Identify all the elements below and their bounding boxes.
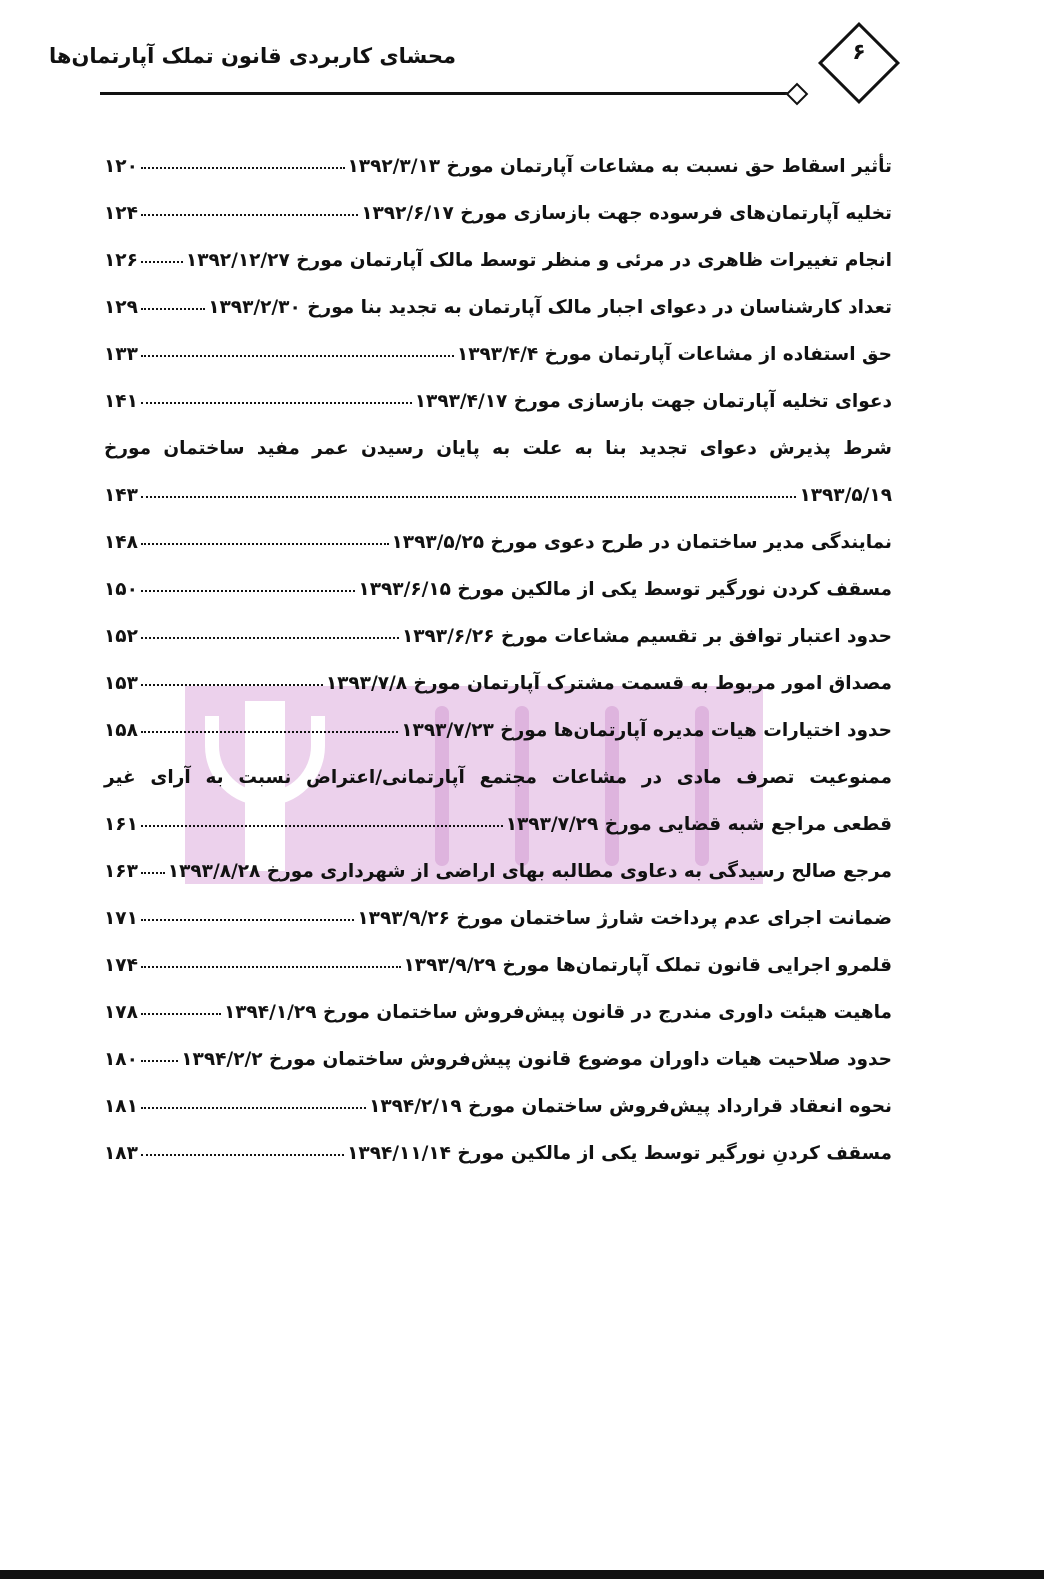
toc-entry-title: مصداق امور مربوط به قسمت مشترک آپارتمان مورخ ۱۳۹۳/۷/۸ [325,673,892,694]
toc-entry-page: ۱۳۳ [104,344,138,365]
toc-entry-title: دعوای تخلیه آپارتمان جهت بازسازی مورخ ۱۳۹۳/۴/۱۷ [414,391,892,412]
toc-entry-page: ۱۸۰ [104,1049,138,1070]
toc-entry-page: ۱۶۳ [104,861,138,882]
toc-entry-page: ۱۸۳ [104,1143,138,1164]
dot-leader [141,1013,221,1015]
dot-leader [141,684,323,686]
toc-entry-page: ۱۲۴ [104,203,138,224]
rule-diamond-ornament [786,83,809,106]
toc-entry-title: مسقف کردن نورگیر توسط یکی از مالکین مورخ ۱۳۹۳/۶/۱۵ [358,579,892,600]
toc-entry-title: تخلیه آپارتمان‌های فرسوده جهت بازسازی مورخ ۱۳۹۲/۶/۱۷ [361,203,892,224]
toc-entry-title: مرجع صالح رسیدگی به دعاوی مطالبه بهای اراضی از شهرداری مورخ ۱۳۹۳/۸/۲۸ [167,861,892,882]
toc-entry-page: ۱۷۱ [104,908,138,929]
toc-entry-page: ۱۴۳ [104,485,138,506]
toc-entry[interactable] [104,835,892,882]
scan-edge-bar [0,1570,1044,1579]
dot-leader [141,167,345,169]
toc-entry-page: ۱۸۱ [104,1096,138,1117]
dot-leader [141,966,401,968]
toc-entry-title: تأثیر اسقاط حق نسبت به مشاعات آپارتمان مورخ ۱۳۹۲/۳/۱۳ [347,156,892,177]
toc-entry-title: حدود اعتبار توافق بر تقسیم مشاعات مورخ ۱۳۹۳/۶/۲۶ [401,626,892,647]
dot-leader [141,496,797,498]
toc-entry-page: ۱۴۱ [104,391,138,412]
dot-leader [141,731,398,733]
toc-entry[interactable] [104,647,892,694]
toc-entry-title: مسقف کردنِ نورگیر توسط یکی از مالکین مورخ ۱۳۹۴/۱۱/۱۴ [347,1143,892,1164]
dot-leader [141,637,399,639]
toc-entry-title: قطعی مراجع شبه قضایی مورخ ۱۳۹۳/۷/۲۹ [505,814,892,835]
toc-entry-title: تعداد کارشناسان در دعوای اجبار مالک آپارتمان به تجدید بنا مورخ ۱۳۹۳/۲/۳۰ [208,297,892,318]
dot-leader [141,261,183,263]
toc-entry[interactable] [104,1117,892,1164]
toc-entry-title: ماهیت هیئت داوری مندرج در قانون پیش‌فروش ساختمان مورخ ۱۳۹۴/۱/۲۹ [223,1002,892,1023]
dot-leader [141,1107,366,1109]
table-of-contents [104,130,892,1164]
dot-leader [141,543,389,545]
toc-entry-title: ضمانت اجرای عدم پرداخت شارژ ساختمان مورخ ۱۳۹۳/۹/۲۶ [357,908,892,929]
running-head-title: محشای کاربردی قانون تملک آپارتمان‌ها [49,44,456,68]
header-rule [100,92,790,95]
toc-entry-page: ۱۲۹ [104,297,138,318]
toc-entry[interactable] [104,177,892,224]
toc-entry[interactable] [104,929,892,976]
toc-entry[interactable] [104,271,892,318]
toc-entry-title: انجام تغییرات ظاهری در مرئی و منظر توسط مالک آپارتمان مورخ ۱۳۹۲/۱۲/۲۷ [185,250,892,271]
toc-entry-title: شرط پذیرش دعوای تجدید بنا به علت به پایان رسیدن عمر مفید ساختمان مورخ [104,438,892,459]
toc-entry[interactable] [104,365,892,412]
toc-entry-title: نحوه انعقاد قرارداد پیش‌فروش ساختمان مورخ ۱۳۹۴/۲/۱۹ [369,1096,892,1117]
dot-leader [141,872,165,874]
toc-entry[interactable] [104,318,892,365]
dot-leader [141,402,412,404]
toc-entry[interactable] [104,694,892,741]
toc-entry-title: ۱۳۹۳/۵/۱۹ [799,485,892,506]
toc-entry-page: ۱۵۰ [104,579,138,600]
dot-leader [141,308,205,310]
toc-entry-title: نمایندگی مدیر ساختمان در طرح دعوی مورخ ۱۳۹۳/۵/۲۵ [391,532,892,553]
page-number: ۶ [852,40,866,65]
toc-entry[interactable] [104,553,892,600]
toc-entry-page: ۱۷۸ [104,1002,138,1023]
dot-leader [141,1060,178,1062]
toc-entry-page: ۱۴۸ [104,532,138,553]
toc-entry[interactable] [104,788,892,835]
toc-entry[interactable] [104,600,892,647]
dot-leader [141,214,358,216]
toc-entry[interactable] [104,1070,892,1117]
toc-entry[interactable] [104,459,892,506]
toc-entry-page: ۱۵۸ [104,720,138,741]
toc-entry-page: ۱۷۴ [104,955,138,976]
toc-entry-title: قلمرو اجرایی قانون تملک آپارتمان‌ها مورخ ۱۳۹۳/۹/۲۹ [403,955,892,976]
toc-entry-page: ۱۶۱ [104,814,138,835]
toc-entry-page: ۱۲۶ [104,250,138,271]
toc-entry[interactable] [104,506,892,553]
toc-entry-title: حدود اختیارات هیات مدیره آپارتمان‌ها مورخ ۱۳۹۳/۷/۲۳ [401,720,892,741]
toc-entry-page: ۱۵۳ [104,673,138,694]
toc-entry[interactable] [104,976,892,1023]
toc-entry[interactable] [104,882,892,929]
toc-entry-line [104,412,892,459]
toc-entry[interactable] [104,224,892,271]
dot-leader [141,919,355,921]
dot-leader [141,825,503,827]
toc-entry-title: ممنوعیت تصرف مادی در مشاعات مجتمع آپارتمانی/اعتراض نسبت به آرای غیر [104,767,892,788]
toc-entry-page: ۱۲۰ [104,156,138,177]
toc-entry[interactable] [104,130,892,177]
toc-entry[interactable] [104,1023,892,1070]
toc-entry-title: حق استفاده از مشاعات آپارتمان مورخ ۱۳۹۳/۴/۴ [456,344,892,365]
toc-entry-title: حدود صلاحیت هیات داوران موضوع قانون پیش‌فروش ساختمان مورخ ۱۳۹۴/۲/۲ [181,1049,892,1070]
toc-entry-page: ۱۵۲ [104,626,138,647]
toc-entry-line [104,741,892,788]
dot-leader [141,1154,344,1156]
dot-leader [141,590,356,592]
dot-leader [141,355,454,357]
